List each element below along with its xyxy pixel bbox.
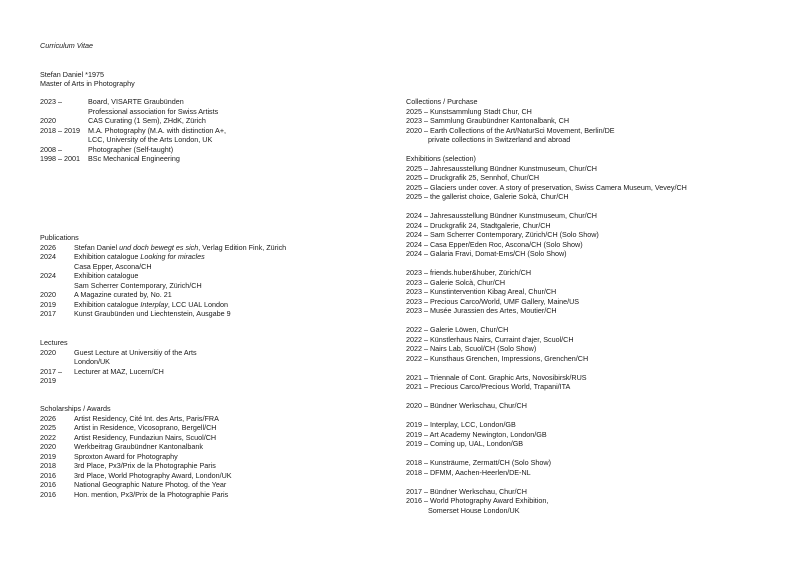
collection-year: 2023	[406, 116, 422, 125]
exhibition-group-2018	[406, 458, 776, 477]
publication-year: 2024	[40, 271, 56, 280]
career-text: Board, VISARTE Graubünden	[88, 97, 184, 106]
career-text: BSc Mechanical Engineering	[88, 154, 180, 163]
exhibition-group-2020	[406, 401, 776, 411]
award-year: 2016	[40, 489, 56, 499]
career-year: 2018 – 2019	[40, 125, 80, 135]
award-year: 2016	[40, 470, 56, 480]
exhibition-group-2017	[406, 487, 776, 516]
exhibition-entry: 2024 – Jahresausstellung Bündner Kunstmuseum, Chur/CH	[406, 211, 597, 220]
collection-text: Sammlung Graubündner Kantonalbank, CH	[430, 116, 570, 125]
publication-text: Sam Scherrer Contemporary, Zürich/CH	[74, 280, 202, 290]
award-year: 2022	[40, 432, 56, 442]
exhibition-entry: 2019 – Art Academy Newington, London/GB	[406, 429, 547, 439]
lecture-text: London/UK	[74, 357, 110, 366]
award-entry	[40, 471, 370, 481]
collection-text: private collections in Switzerland and abroad	[428, 135, 571, 144]
exhibition-entry: 2023 – friends.huber&huber, Zürich/CH	[406, 268, 532, 277]
cv-header	[40, 41, 135, 89]
career-year: 1998 – 2001	[40, 154, 80, 163]
publication-text: Exhibition catalogue	[74, 252, 141, 261]
publication-entry	[40, 309, 370, 319]
exhibition-entry: 2025 – Druckgrafik 25, Sennhof, Chur/CH	[406, 173, 540, 182]
lecture-entry	[40, 376, 370, 386]
exhibition-entry: 2023 – Precious Carco/World, UMF Gallery, Maine/US	[406, 296, 580, 306]
exhibitions-heading: Exhibitions (selection)	[406, 154, 476, 163]
career-entry	[40, 126, 370, 145]
publication-year: 2017	[40, 309, 56, 318]
exhibition-entry: 2023 – Kunstintervention Kibag Areal, Chur/CH	[406, 287, 557, 296]
award-year: 2020	[40, 442, 56, 451]
lecture-text: Guest Lecture at Universitiy of the Arts	[74, 347, 197, 357]
award-year: 2018	[40, 461, 56, 470]
award-entry	[40, 480, 370, 490]
exhibition-entry: 2022 – Künstlerhaus Nairs, Curraint d'ajer, Scuol/CH	[406, 334, 574, 344]
collection-year: 2020	[406, 125, 422, 135]
publication-text: , LCC UAL London	[167, 299, 228, 309]
career-entry	[40, 116, 370, 126]
publication-text: Stefan Daniel	[74, 242, 120, 252]
award-text: 3rd Place, World Photography Award, London/UK	[74, 470, 232, 480]
collections-section	[406, 97, 776, 145]
publication-year: 2019	[40, 299, 56, 309]
exhibition-entry: Somerset House London/UK	[428, 505, 520, 515]
publication-title: und doch bewegt es sich	[119, 242, 199, 252]
lecture-text: Lecturer at MAZ, Lucern/CH	[74, 366, 164, 376]
award-text: National Geographic Nature Photog. of the Year	[74, 480, 227, 489]
career-text: Professional association for Swiss Artists	[88, 106, 219, 116]
publications-section	[40, 233, 370, 319]
publication-entry	[40, 243, 370, 253]
collection-text: Earth Collections of the Art/NaturSci Movement, Berlin/DE	[430, 125, 615, 135]
exhibition-group-2022	[406, 325, 776, 363]
publication-entry	[40, 300, 370, 310]
exhibition-entry: 2024 – Druckgrafik 24, Stadtgalerie, Chur/CH	[406, 220, 551, 230]
career-entry	[40, 97, 370, 116]
exhibition-group-2025	[406, 164, 776, 202]
award-entry	[40, 414, 370, 424]
collection-entry: 2023 – Sammlung Graubündner Kantonalbank, CH	[406, 116, 570, 125]
collection-entry: 2025 – Kunstsammlung Stadt Chur, CH	[406, 106, 532, 116]
exhibition-entry: 2021 – Triennale of Cont. Graphic Arts, Novosibirsk/RUS	[406, 372, 587, 382]
exhibition-entry: 2025 – the gallerist choice, Galerie Solcà, Chur/CH	[406, 192, 569, 201]
collection-entry: 2020 – Earth Collections of the Art/NaturSci Movement, Berlin/DE	[406, 125, 615, 135]
award-entry	[40, 490, 370, 500]
exhibition-entry: 2019 – Coming up, UAL, London/GB	[406, 439, 524, 448]
exhibition-entry: 2025 – Glaciers under cover. A story of preservation, Swiss Camera Museum, Vevey/CH	[406, 182, 687, 192]
exhibition-entry: 2024 – Sam Scherrer Contemporary, Zürich/CH (Solo Show)	[406, 230, 599, 239]
career-entry	[40, 145, 370, 155]
career-year: 2008 –	[40, 144, 62, 154]
publication-text: A Magazine curated by, No. 21	[74, 290, 172, 299]
career-year: 2020	[40, 116, 56, 125]
exhibition-group-2019	[406, 420, 776, 449]
publication-text: Exhibition catalogue	[74, 299, 141, 309]
publication-title: Looking for miracles	[140, 252, 205, 261]
career-year: 2023 –	[40, 97, 62, 106]
award-entry	[40, 452, 370, 462]
exhibition-entry: 2016 – World Photography Award Exhibition,	[406, 496, 549, 505]
publication-text: , Verlag Edition Fink, Zürich	[198, 242, 287, 252]
publication-text: Exhibition catalogue	[74, 271, 139, 280]
lecture-year: 2019	[40, 376, 56, 385]
lecture-text	[74, 376, 370, 386]
publication-title: Interplay	[140, 299, 168, 309]
lecture-year: 2017 –	[40, 366, 62, 376]
publication-entry	[40, 290, 370, 300]
award-entry	[40, 461, 370, 471]
exhibition-group-2021	[406, 373, 776, 392]
award-year: 2026	[40, 413, 56, 423]
award-text: Artist Residency, Cité Int. des Arts, Paris/FRA	[74, 413, 219, 423]
career-text: CAS Curating (1 Sem), ZHdK, Zürich	[88, 116, 206, 125]
lecture-entry	[40, 348, 370, 367]
exhibition-entry: 2023 – Galerie Solcà, Chur/CH	[406, 277, 506, 287]
award-text: Artist Residency, Fundaziun Nairs, Scuol/CH	[74, 432, 217, 442]
exhibition-entry: 2024 – Casa Epper/Eden Roc, Ascona/CH (Solo Show)	[406, 239, 583, 249]
award-year: 2019	[40, 451, 56, 461]
collection-year: 2025	[406, 106, 422, 116]
exhibition-entry: 2017 – Bündner Werkschau, Chur/CH	[406, 486, 527, 496]
award-text: Sproxton Award for Photography	[74, 451, 178, 461]
career-text: Photographer (Self-taught)	[88, 144, 174, 154]
award-text: Hon. mention, Px3/Prix de la Photographie Paris	[74, 489, 229, 499]
exhibition-entry: 2020 – Bündner Werkschau, Chur/CH	[406, 401, 527, 410]
exhibition-entry: 2018 – DFMM, Aachen-Heerlen/DE-NL	[406, 467, 531, 477]
collections-heading: Collections / Purchase	[406, 97, 478, 106]
career-entry	[40, 154, 370, 164]
cv-title: Curriculum Vitae	[40, 41, 93, 50]
publication-entry	[40, 271, 370, 290]
exhibition-entry: 2022 – Kunsthaus Grenchen, Impressions, Grenchen/CH	[406, 353, 589, 363]
publication-text: Casa Epper, Ascona/CH	[74, 261, 152, 271]
publication-year: 2020	[40, 290, 56, 299]
award-text: Artist in Residence, Vicosoprano, Bergell/CH	[74, 423, 217, 432]
award-entry	[40, 423, 370, 433]
publication-year: 2026	[40, 242, 56, 252]
award-text: Werkbeitrag Graubündner Kantonalbank	[74, 442, 203, 451]
publications-heading: Publications	[40, 233, 79, 242]
lecture-entry	[40, 367, 370, 377]
exhibition-entry: 2025 – Jahresausstellung Bündner Kunstmuseum, Chur/CH	[406, 163, 597, 173]
award-entry	[40, 433, 370, 443]
award-year: 2025	[40, 423, 56, 432]
scholarships-section	[40, 404, 370, 499]
exhibition-group-2023	[406, 268, 776, 316]
collection-text: Kunstsammlung Stadt Chur, CH	[430, 106, 532, 116]
career-section	[40, 97, 370, 164]
publication-text: Kunst Graubünden und Liechtenstein, Ausgabe 9	[74, 309, 231, 318]
lectures-heading: Lectures	[40, 338, 68, 347]
artist-degree: Master of Arts in Photography	[40, 79, 135, 88]
exhibition-entry: 2019 – Interplay, LCC, London/GB	[406, 420, 516, 429]
exhibition-entry: 2022 – Galerie Löwen, Chur/CH	[406, 325, 509, 334]
exhibition-entry: 2022 – Nairs Lab, Scuol/CH (Solo Show)	[406, 344, 537, 353]
publication-entry	[40, 252, 370, 271]
publication-year: 2024	[40, 252, 56, 261]
career-text: M.A. Photography (M.A. with distinction A+,	[88, 125, 227, 135]
award-text: 3rd Place, Px3/Prix de la Photographie Paris	[74, 461, 216, 470]
artist-name: Stefan Daniel *1975	[40, 69, 104, 79]
lecture-year: 2020	[40, 347, 56, 357]
career-text: LCC, University of the Arts London, UK	[88, 135, 213, 144]
lectures-section	[40, 338, 370, 386]
exhibitions-section	[406, 154, 776, 164]
exhibition-group-2024	[406, 211, 776, 259]
award-year: 2016	[40, 480, 56, 489]
scholarships-heading: Scholarships / Awards	[40, 404, 111, 413]
exhibition-entry: 2021 – Precious Carco/Precious World, Trapani/ITA	[406, 382, 571, 391]
award-entry	[40, 442, 370, 452]
exhibition-entry: 2023 – Musée Jurassien des Artes, Moutier/CH	[406, 306, 557, 315]
exhibition-entry: 2024 – Galaria Fravi, Domat-Ems/CH (Solo Show)	[406, 249, 567, 258]
exhibition-entry: 2018 – Kunsträume, Zermatt/CH (Solo Show)	[406, 458, 552, 467]
